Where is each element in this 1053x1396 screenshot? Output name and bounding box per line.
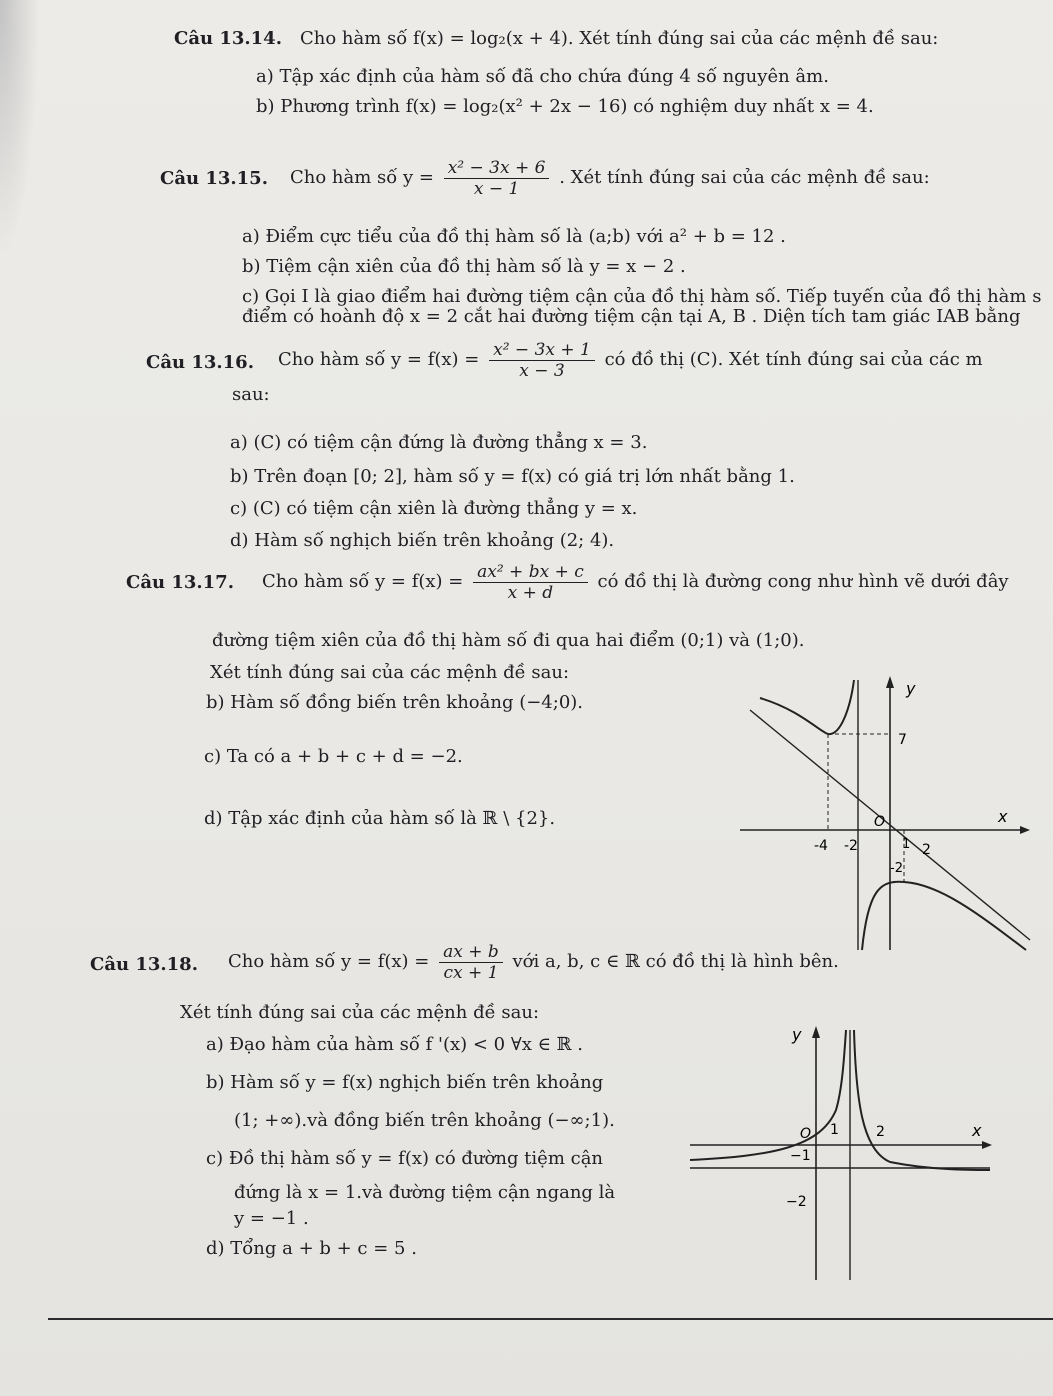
q1317-item-d: d) Tập xác định của hàm số là ℝ \ {2}. xyxy=(204,808,556,829)
q1318-item-d: d) Tổng a + b + c = 5 . xyxy=(206,1238,417,1259)
q1315-item-b: b) Tiệm cận xiên của đồ thị hàm số là y = x − 2 . xyxy=(242,256,686,277)
q1317-origin: O xyxy=(874,814,886,830)
q1316-fraction xyxy=(489,340,595,381)
q1315-stem xyxy=(290,156,930,200)
q1314-item-b: b) Phương trình f(x) = log₂(x² + 2x − 16) có nghiệm duy nhất x = 4. xyxy=(256,96,874,117)
q1316-stem-pre: Cho hàm số y = f(x) = xyxy=(278,349,480,370)
q1318-tick-m1: −1 xyxy=(790,1148,811,1164)
q1317-x-label: x xyxy=(998,807,1008,826)
q1317-y-arrow-icon xyxy=(886,676,894,688)
q1318-stem-post: với a, b, c ∈ ℝ có đồ thị là hình bên. xyxy=(512,951,839,972)
q1317-label: Câu 13.17. xyxy=(126,572,234,593)
q1317-tick-m4: -4 xyxy=(814,838,828,854)
q1316-sau: sau: xyxy=(232,384,270,405)
q1317-item-b: b) Hàm số đồng biến trên khoảng (−4;0). xyxy=(206,692,584,713)
q1318-y-label: y xyxy=(792,1025,802,1044)
q1318-frac-num: ax + b xyxy=(439,942,503,963)
q1318-item-c3: y = −1 . xyxy=(234,1208,309,1229)
q1317-graph xyxy=(740,670,1040,960)
q1317-line3: Xét tính đúng sai của các mệnh đề sau: xyxy=(210,662,570,683)
q1317-tick-ym2: -2 xyxy=(890,861,903,876)
q1317-y-label: y xyxy=(906,679,916,698)
q1318-item-b1: b) Hàm số y = f(x) nghịch biến trên khoảng xyxy=(206,1072,604,1093)
bottom-rule xyxy=(48,1318,1053,1320)
q1318-tick-m2: −2 xyxy=(786,1194,807,1210)
q1316-stem-post: có đồ thị (C). Xét tính đúng sai của các m xyxy=(604,349,983,370)
q1315-frac-den: x − 1 xyxy=(473,178,520,199)
q1318-tick-2: 2 xyxy=(876,1124,885,1140)
q1317-tick-2: 2 xyxy=(922,842,931,858)
q1318-left-branch xyxy=(690,1030,846,1160)
q1315-item-a: a) Điểm cực tiểu của đồ thị hàm số là (a;b) với a² + b = 12 . xyxy=(242,226,786,247)
q1316-item-b: b) Trên đoạn [0; 2], hàm số y = f(x) có giá trị lớn nhất bằng 1. xyxy=(230,466,795,487)
q1318-right-branch xyxy=(854,1030,990,1170)
q1318-x-label: x xyxy=(972,1121,982,1140)
q1318-item-b2: (1; +∞).và đồng biến trên khoảng (−∞;1). xyxy=(234,1110,615,1131)
q1317-tick-m2: -2 xyxy=(844,838,858,854)
q1317-stem xyxy=(262,560,1009,604)
q1318-tick-1: 1 xyxy=(830,1122,839,1138)
q1315-stem-pre: Cho hàm số y = xyxy=(290,167,434,188)
q1314-stem: Cho hàm số f(x) = log₂(x + 4). Xét tính đúng sai của các mệnh đề sau: xyxy=(300,28,939,49)
q1318-stem xyxy=(228,940,839,984)
q1318-item-c1: c) Đồ thị hàm số y = f(x) có đường tiệm cận xyxy=(206,1148,604,1169)
q1314-item-a: a) Tập xác định của hàm số đã cho chứa đúng 4 số nguyên âm. xyxy=(256,66,829,87)
q1317-frac-num: ax² + bx + c xyxy=(473,562,588,583)
q1318-item-a: a) Đạo hàm của hàm số f '(x) < 0 ∀x ∈ ℝ . xyxy=(206,1034,584,1055)
q1318-frac-den: cx + 1 xyxy=(443,962,499,983)
q1318-origin: O xyxy=(800,1126,812,1142)
q1318-stem-pre: Cho hàm số y = f(x) = xyxy=(228,951,430,972)
q1317-stem-pre: Cho hàm số y = f(x) = xyxy=(262,571,464,592)
q1317-item-c: c) Ta có a + b + c + d = −2. xyxy=(204,746,463,767)
q1316-frac-den: x − 3 xyxy=(519,360,565,381)
q1318-graph xyxy=(690,1010,1000,1290)
q1316-item-a: a) (C) có tiệm cận đứng là đường thẳng x = 3. xyxy=(230,432,648,453)
q1318-x-arrow-icon xyxy=(982,1141,992,1149)
q1317-stem-post: có đồ thị là đường cong như hình vẽ dưới đây xyxy=(597,571,1009,592)
q1315-stem-post: . Xét tính đúng sai của các mệnh đề sau: xyxy=(559,167,930,188)
q1315-label: Câu 13.15. xyxy=(160,168,268,189)
q1315-item-c2: điểm có hoành độ x = 2 cắt hai đường tiệm cận tại A, B . Diện tích tam giác IAB bằng xyxy=(242,306,1021,327)
q1316-frac-num: x² − 3x + 1 xyxy=(489,340,595,361)
q1315-item-c1: c) Gọi I là giao điểm hai đường tiệm cận của đồ thị hàm số. Tiếp tuyến của đồ thị hàm s xyxy=(242,286,1042,307)
q1317-left-branch xyxy=(760,680,854,734)
q1316-item-c: c) (C) có tiệm cận xiên là đường thẳng y = x. xyxy=(230,498,638,519)
q1317-tick-7: 7 xyxy=(898,732,907,748)
q1314-label: Câu 13.14. xyxy=(174,28,282,49)
q1318-line2: Xét tính đúng sai của các mệnh đề sau: xyxy=(180,1002,540,1023)
q1316-label: Câu 13.16. xyxy=(146,352,254,373)
q1315-frac-num: x² − 3x + 6 xyxy=(444,158,550,179)
q1317-x-arrow-icon xyxy=(1020,826,1030,834)
q1318-y-arrow-icon xyxy=(812,1026,820,1038)
q1317-line2: đường tiệm xiên của đồ thị hàm số đi qua hai điểm (0;1) và (1;0). xyxy=(212,630,805,651)
q1317-tick-1: 1 xyxy=(902,837,911,852)
q1318-label: Câu 13.18. xyxy=(90,954,198,975)
q1318-item-c2: đứng là x = 1.và đường tiệm cận ngang là xyxy=(234,1182,616,1203)
q1318-fraction xyxy=(439,942,503,983)
q1316-stem xyxy=(278,338,983,382)
q1315-fraction xyxy=(444,158,550,199)
q1317-frac-den: x + d xyxy=(507,582,554,603)
q1316-item-d: d) Hàm số nghịch biến trên khoảng (2; 4). xyxy=(230,530,615,551)
q1317-fraction xyxy=(473,562,588,603)
page-shadow xyxy=(0,0,40,260)
